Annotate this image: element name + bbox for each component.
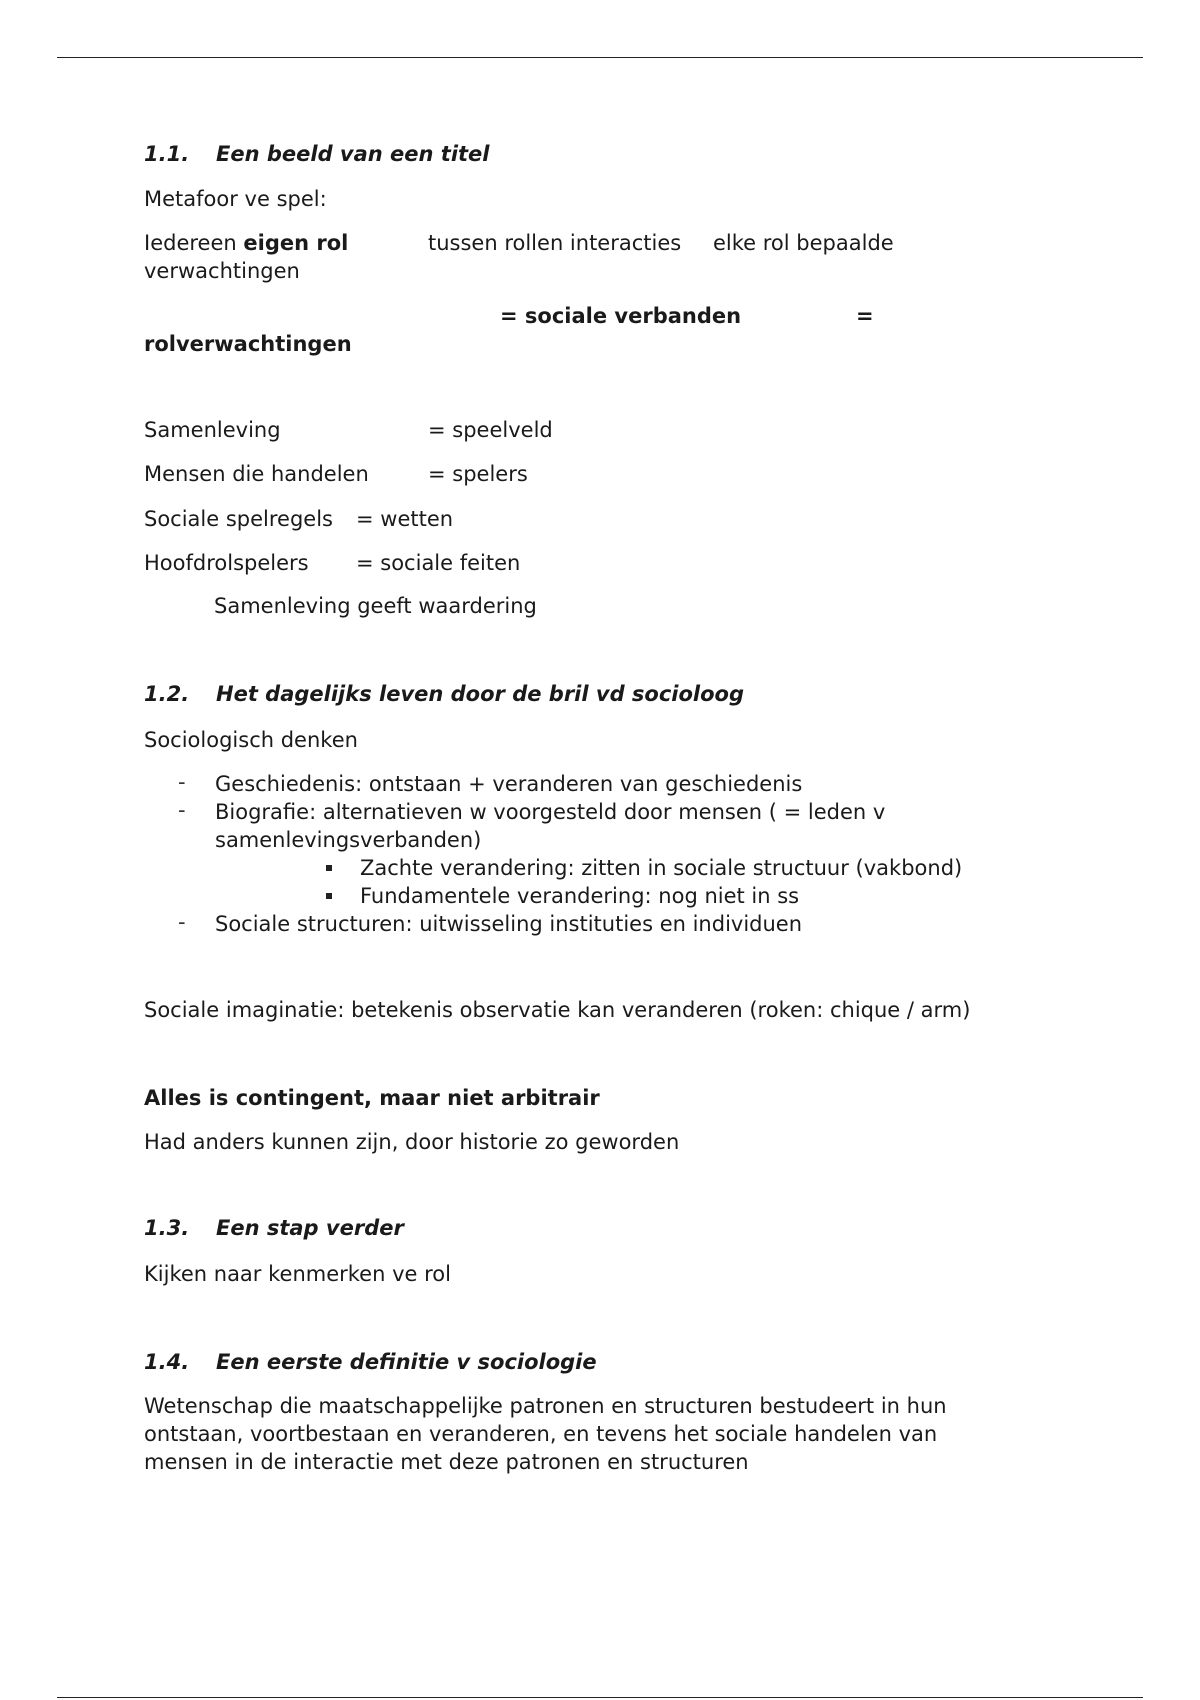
- tussen-text: tussen rollen interacties: [428, 231, 682, 255]
- eigen-rol-text: eigen rol: [243, 231, 349, 255]
- definition-line: Wetenschap die maatschappelijke patronen en structuren bestudeert in hun: [144, 1394, 947, 1418]
- row-right: = sociale feiten: [356, 551, 521, 575]
- row-right: = wetten: [356, 507, 454, 531]
- header-rule: [57, 57, 1143, 58]
- heading-title: Een stap verder: [216, 1216, 404, 1240]
- list-item-continuation: samenlevingsverbanden): [215, 828, 482, 852]
- row-right: = speelveld: [428, 418, 553, 442]
- sub-list-item: Zachte verandering: zitten in sociale structuur (vakbond): [360, 856, 963, 880]
- heading-title: Het dagelijks leven door de bril vd socioloog: [216, 682, 745, 706]
- row-left: Mensen die handelen: [144, 462, 369, 486]
- footer-rule: [57, 1697, 1143, 1698]
- iedereen-text: Iedereen: [144, 231, 237, 255]
- definition-line: mensen in de interactie met deze patronen en structuren: [144, 1450, 749, 1474]
- verwachtingen-text: verwachtingen: [144, 259, 300, 283]
- elke-rol-text: elke rol bepaalde: [713, 231, 894, 255]
- heading-title: Een beeld van een titel: [216, 142, 490, 166]
- definition-line: ontstaan, voortbestaan en veranderen, en tevens het sociale handelen van: [144, 1422, 938, 1446]
- heading-1-2: [144, 682, 744, 706]
- sociologisch-denken-text: Sociologisch denken: [144, 728, 358, 752]
- heading-number: 1.4.: [144, 1350, 190, 1374]
- waardering-text: Samenleving geeft waardering: [214, 594, 537, 618]
- sub-list-item: Fundamentele verandering: nog niet in ss: [360, 884, 800, 908]
- iedereen-line: [144, 229, 348, 257]
- metafoor-text: Metafoor ve spel:: [144, 187, 327, 211]
- heading-1-4: [144, 1350, 597, 1374]
- heading-1-3: [144, 1216, 404, 1240]
- contingent-text: Had anders kunnen zijn, door historie zo geworden: [144, 1130, 680, 1154]
- row-left: Samenleving: [144, 418, 281, 442]
- list-item: Biografie: alternatieven w voorgesteld door mensen ( = leden v: [215, 800, 886, 824]
- square-bullet: [326, 865, 332, 871]
- heading-number: 1.2.: [144, 682, 190, 706]
- row-left: Sociale spelregels: [144, 507, 333, 531]
- row-left: Hoofdrolspelers: [144, 551, 309, 575]
- kenmerken-text: Kijken naar kenmerken ve rol: [144, 1262, 451, 1286]
- dash-bullet: -: [178, 910, 186, 934]
- heading-1-1: [144, 142, 490, 166]
- square-bullet: [326, 893, 332, 899]
- row-right: = spelers: [428, 462, 528, 486]
- heading-number: 1.1.: [144, 142, 190, 166]
- dash-bullet: -: [178, 770, 186, 794]
- heading-title: Een eerste definitie v sociologie: [216, 1350, 597, 1374]
- list-item: Geschiedenis: ontstaan + veranderen van geschiedenis: [215, 772, 803, 796]
- contingent-heading: Alles is contingent, maar niet arbitrair: [144, 1086, 600, 1110]
- equals-sign: =: [856, 304, 874, 328]
- dash-bullet: -: [178, 798, 186, 822]
- list-item: Sociale structuren: uitwisseling instituties en individuen: [215, 912, 803, 936]
- rolverwachtingen-text: rolverwachtingen: [144, 332, 352, 356]
- sociale-verbanden-text: = sociale verbanden: [500, 304, 742, 328]
- imaginatie-text: Sociale imaginatie: betekenis observatie kan veranderen (roken: chique / arm): [144, 998, 971, 1022]
- heading-number: 1.3.: [144, 1216, 190, 1240]
